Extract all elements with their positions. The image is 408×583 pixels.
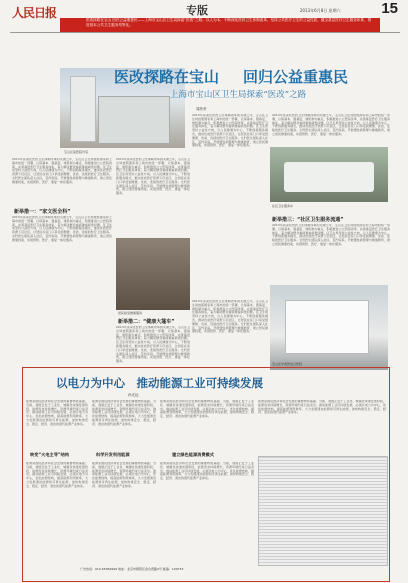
classified-ads-block — [258, 456, 388, 566]
header-divider — [10, 32, 400, 33]
crowd-photo — [116, 238, 190, 310]
box-subhead-3: 建立绿色能源消费模式 — [172, 452, 214, 457]
subhead-3: 新举措三：“社区卫生服务流通” — [272, 217, 344, 223]
feature-column-1: 2013年是深化医药卫生体制改革的关键之年，宝山区卫生局按照国家和上海市的统一部署，以保基本、强基层、建机制为重点，积极推进公立医院改革，完善基层医疗卫生服务体系，着力解决群众看病难看病贵问题。区卫生局坚持公益性方向，以人民健康为中心，不断创新服务模式，推动优质医疗资源下沉社区，让居民在家门口享受到便捷、优质、连续的医疗卫生服务。全科医生团队深入社区，签约家庭，开展慢性病管理与健康教育，建立居民健康档案，实现预防、医疗、康复一体化服务。 — [12, 216, 112, 242]
boxed-article-title: 以电力为中心 推动能源工业可持续发展 — [56, 376, 263, 390]
box-column-3b: 能源是国民经济和社会发展的重要物质基础。当前，我国正处于工业化、城镇化快速发展阶段，能源需求持续增长，资源环境约束日益突出。推动能源工业可持续发展，必须以电力为中心，优化能源结构，提高能源利用效率，大力发展清洁能源和可再生能源，加快构建安全、稳定、经济、清洁的现代能源产业体系。 — [160, 462, 254, 481]
hospital-building-2 — [285, 300, 369, 354]
box-column-1b: 能源是国民经济和社会发展的重要物质基础。当前，我国正处于工业化、城镇化快速发展阶段，能源需求持续增长，资源环境约束日益突出。推动能源工业可持续发展，必须以电力为中心，优化能源结构，提高能源利用效率，大力发展清洁能源和可再生能源，加快构建安全、稳定、经济、清洁的现代能源产业体系。 — [26, 462, 88, 488]
feature-column-2b: 2013年是深化医药卫生体制改革的关键之年，宝山区卫生局按照国家和上海市的统一部署，以保基本、强基层、建机制为重点，积极推进公立医院改革，完善基层医疗卫生服务体系，着力解决群众看病难看病贵问题。区卫生局坚持公益性方向，以人民健康为中心，不断创新服务模式，推动优质医疗资源下沉社区，让居民在家门口享受到便捷、优质、连续的医疗卫生服务。全科医生团队深入社区，签约家庭，开展慢性病管理与健康教育，建立居民健康档案，实现预防、医疗、康复一体化服务。 — [192, 300, 268, 334]
feature-title-part2: 回归公益重惠民 — [243, 68, 349, 86]
feature-column-1c: 2013年是深化医药卫生体制改革的关键之年，宝山区卫生局按照国家和上海市的统一部署，以保基本、强基层、建机制为重点，积极推进公立医院改革，完善基层医疗卫生服务体系，着力解决群众看病难看病贵问题。区卫生局坚持公益性方向，以人民健康为中心，不断创新服务模式，推动优质医疗资源下沉社区，让居民在家门口享受到便捷、优质、连续的医疗卫生服务。全科医生团队深入社区，签约家庭，开展慢性病管理与健康教育，建立居民健康档案，实现预防、医疗、康复一体化服务。 — [116, 326, 190, 364]
feature-column-3b: 2013年是深化医药卫生体制改革的关键之年，宝山区卫生局按照国家和上海市的统一部署，以保基本、强基层、建机制为重点，积极推进公立医院改革，完善基层医疗卫生服务体系，着力解决群众看病难看病贵问题。区卫生局坚持公益性方向，以人民健康为中心，不断创新服务模式，推动优质医疗资源下沉社区，让居民在家门口享受到便捷、优质、连续的医疗卫生服务。全科医生团队深入社区，签约家庭，开展慢性病管理与健康教育，建立居民健康档案，实现预防、医疗、康复一体化服务。 — [272, 224, 390, 246]
feature-title — [64, 66, 398, 87]
date-line: 2013年6月8日 星期六 — [300, 8, 341, 13]
crowd-caption: 居民接受健康服务 — [118, 311, 143, 315]
box-column-2b: 能源是国民经济和社会发展的重要物质基础。当前，我国正处于工业化、城镇化快速发展阶段，能源需求持续增长，资源环境约束日益突出。推动能源工业可持续发展，必须以电力为中心，优化能源结构，提高能源利用效率，大力发展清洁能源和可再生能源，加快构建安全、稳定、经济、清洁的现代能源产业体系。 — [92, 462, 156, 488]
box-column-1a: 能源是国民经济和社会发展的重要物质基础。当前，我国正处于工业化、城镇化快速发展阶段，能源需求持续增长，资源环境约束日益突出。推动能源工业可持续发展，必须以电力为中心，优化能源结构，提高能源利用效率，大力发展清洁能源和可再生能源，加快构建安全、稳定、经济、清洁的现代能源产业体系。 — [26, 400, 88, 426]
feature-column-3: 2013年是深化医药卫生体制改革的关键之年，宝山区卫生局按照国家和上海市的统一部署，以保基本、强基层、建机制为重点，积极推进公立医院改革，完善基层医疗卫生服务体系，着力解决群众看病难看病贵问题。区卫生局坚持公益性方向，以人民健康为中心，不断创新服务模式，推动优质医疗资源下沉社区，让居民在家门口享受到便捷、优质、连续的医疗卫生服务。全科医生团队深入社区，签约家庭，开展慢性病管理与健康教育，建立居民健康档案，实现预防、医疗、康复一体化服务。 — [272, 114, 390, 136]
low-building — [98, 96, 170, 144]
newspaper-logo: 人民日报 — [12, 6, 57, 20]
bus-body — [284, 162, 374, 192]
box-subhead-2: 科学开发利用能源 — [96, 452, 130, 457]
box-column-2a: 能源是国民经济和社会发展的重要物质基础。当前，我国正处于工业化、城镇化快速发展阶段，能源需求持续增长，资源环境约束日益突出。推动能源工业可持续发展，必须以电力为中心，优化能源结构，提高能源利用效率，大力发展清洁能源和可再生能源，加快构建安全、稳定、经济、清洁的现代能源产业体系。 — [92, 400, 156, 426]
feature-subtitle: 上海市宝山区卫生局探索“医改”之路 — [169, 90, 307, 100]
page-footer: 广告热线：010-65369999 地址：北京市朝阳区金台西路2号 邮编：100733 — [80, 567, 184, 571]
banner-text: 医改探路在宝山 回归公益重惠民——上海市宝山区卫生局探索“医改”之路。以人为本，不断深化医药卫生体制改革，坚持公共医疗卫生的公益性质，健全基层医疗卫生服务体系，推进基本公共卫生服务均等化。 — [86, 18, 372, 27]
feature-byline: 周欣荣 — [196, 107, 207, 111]
section-label: 专版 — [186, 4, 208, 17]
boxed-article-author: 孙光远 — [128, 393, 139, 397]
feature-column-1b: 2013年是深化医药卫生体制改革的关键之年，宝山区卫生局按照国家和上海市的统一部署，以保基本、强基层、建机制为重点，积极推进公立医院改革，完善基层医疗卫生服务体系，着力解决群众看病难看病贵问题。区卫生局坚持公益性方向，以人民健康为中心，不断创新服务模式，推动优质医疗资源下沉社区，让居民在家门口享受到便捷、优质、连续的医疗卫生服务。全科医生团队深入社区，签约家庭，开展慢性病管理与健康教育，建立居民健康档案，实现预防、医疗、康复一体化服务。 — [116, 158, 190, 196]
photo-caption: 宝山区某医院外景 — [64, 150, 89, 154]
subhead-1: 新举措一：“家文医全科” — [14, 209, 71, 215]
box-column-4: 能源是国民经济和社会发展的重要物质基础。当前，我国正处于工业化、城镇化快速发展阶段，能源需求持续增长，资源环境约束日益突出。推动能源工业可持续发展，必须以电力为中心，优化能源结构，提高能源利用效率，大力发展清洁能源和可再生能源，加快构建安全、稳定、经济、清洁的现代能源产业体系。 — [258, 400, 386, 415]
feature-intro: 2013年是深化医药卫生体制改革的关键之年，宝山区卫生局按照国家和上海市的统一部署，以保基本、强基层、建机制为重点，积极推进公立医院改革，完善基层医疗卫生服务体系，着力解决群众看病难看病贵问题。区卫生局坚持公益性方向，以人民健康为中心，不断创新服务模式，推动优质医疗资源下沉社区，让居民在家门口享受到便捷、优质、连续的医疗卫生服务。全科医生团队深入社区，签约家庭，开展慢性病管理与健康教育，建立居民健康档案，实现预防、医疗、康复一体化服务。 — [12, 158, 112, 184]
feature-column-2: 2013年是深化医药卫生体制改革的关键之年，宝山区卫生局按照国家和上海市的统一部署，以保基本、强基层、建机制为重点，积极推进公立医院改革，完善基层医疗卫生服务体系，着力解决群众看病难看病贵问题。区卫生局坚持公益性方向，以人民健康为中心，不断创新服务模式，推动优质医疗资源下沉社区，让居民在家门口享受到便捷、优质、连续的医疗卫生服务。全科医生团队深入社区，签约家庭，开展慢性病管理与健康教育，建立居民健康档案，实现预防、医疗、康复一体化服务。 — [192, 114, 268, 148]
box-subhead-1: 转变“火电主导”结构 — [30, 452, 70, 457]
box-column-3a: 能源是国民经济和社会发展的重要物质基础。当前，我国正处于工业化、城镇化快速发展阶段，能源需求持续增长，资源环境约束日益突出。推动能源工业可持续发展，必须以电力为中心，优化能源结构，提高能源利用效率，大力发展清洁能源和可再生能源，加快构建安全、稳定、经济、清洁的现代能源产业体系。 — [160, 400, 254, 419]
feature-title-part1: 医改探路在宝山 — [113, 68, 219, 86]
page-number: 15 — [381, 0, 398, 17]
subhead-2: 新举措二：“健康大篷车” — [118, 319, 175, 325]
bus-caption: 社区卫生服务车 — [272, 204, 294, 208]
hospital-caption: 宝山区中西医结合医院 — [272, 362, 303, 366]
